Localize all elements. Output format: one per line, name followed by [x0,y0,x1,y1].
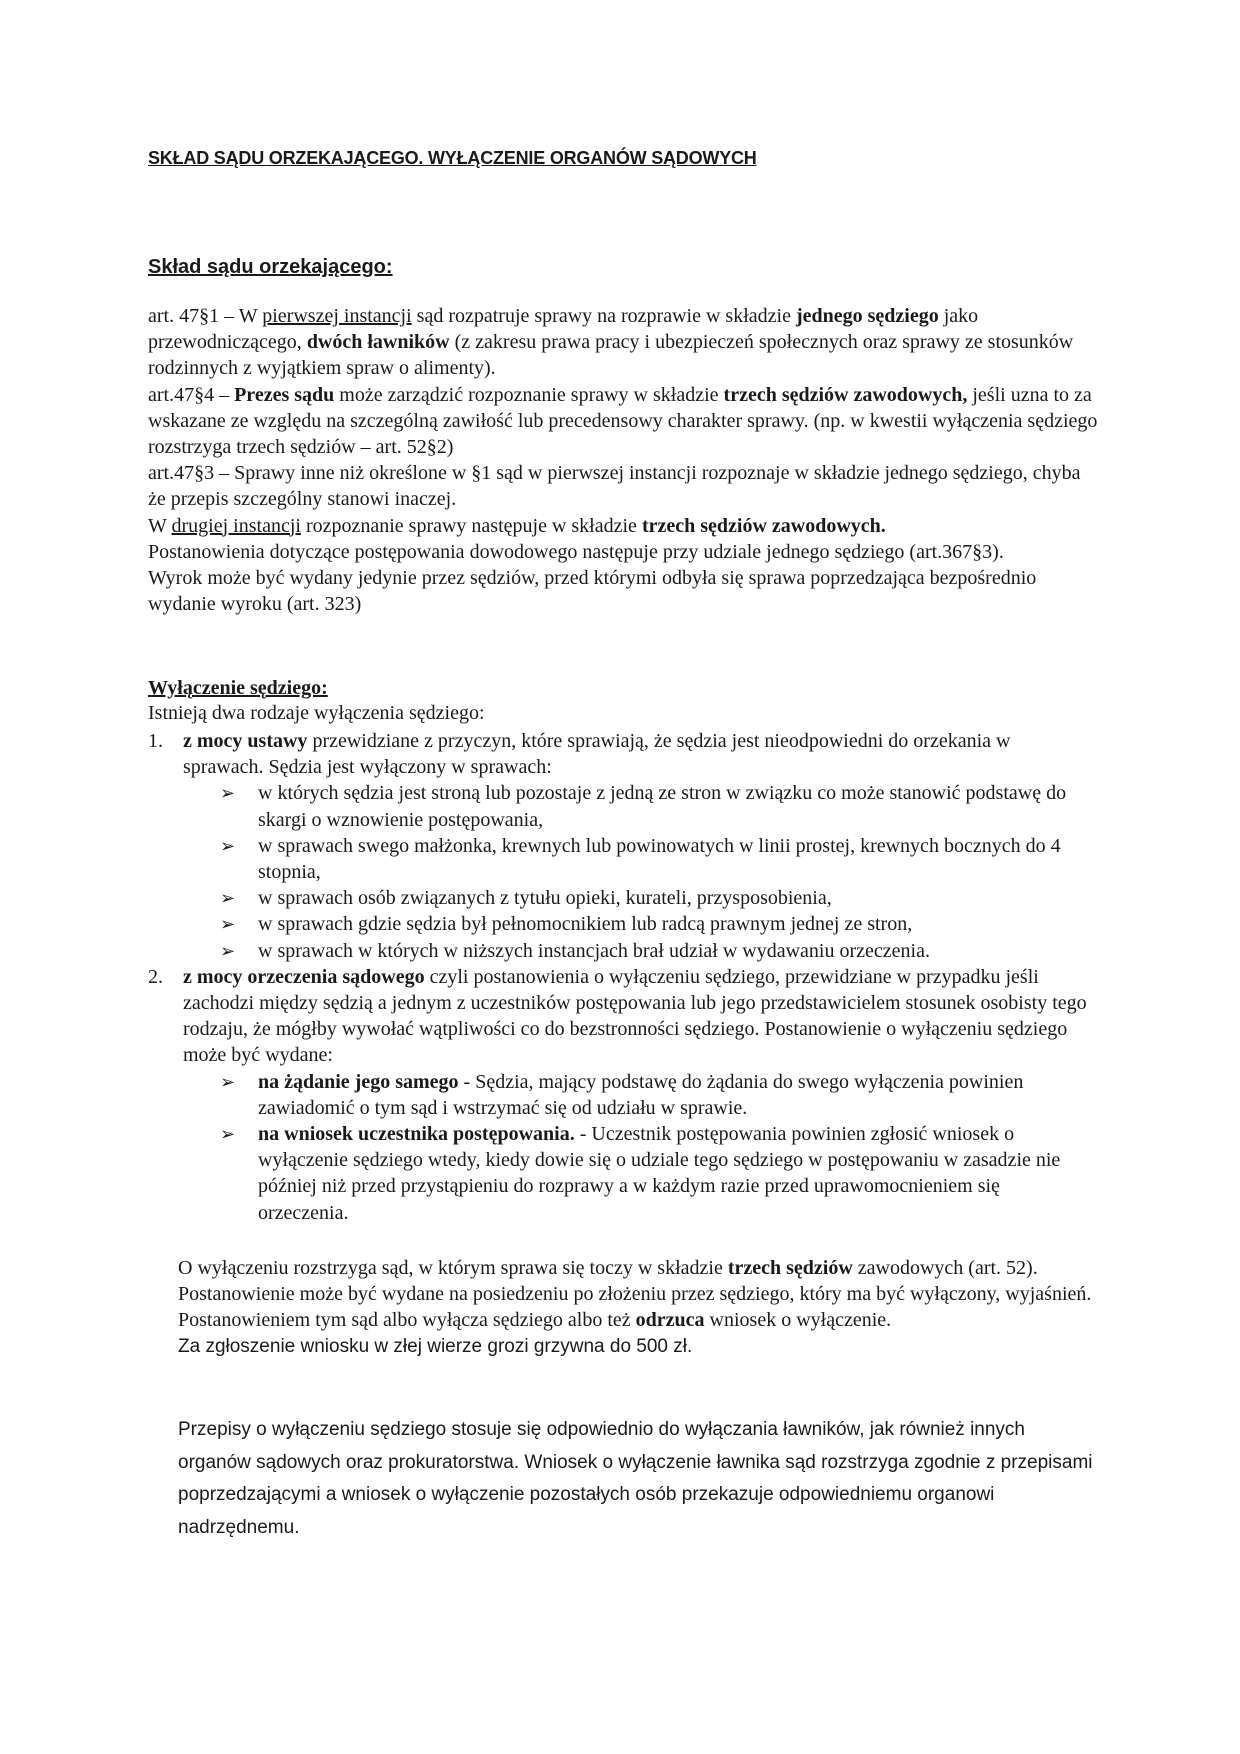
paragraph-who-decides: O wyłączeniu rozstrzyga sąd, w którym sprawa się toczy w składzie trzech sędziów zawodowych (art. 52). Postanowienie może być wydane na posiedzeniu po złożeniu przez sędziego, który ma być wyłączony, wyjaśnień. Postanowieniem tym sąd albo wyłącza sędziego albo też odrzuca wniosek o wyłączenie. [178,1257,1092,1332]
arrowhead-bullet-icon: ➢ [220,1124,236,1145]
list-item: ➢ na wniosek uczestnika postępowania. - Uczestnik postępowania powinien zgłosić wniosek o wyłączenie sędziego wtedy, kiedy dowie się o udziale tego sędziego w postępowaniu w zasadzie nie później niż przed przystąpieniu do rozprawy a w każdym razie przed uprawomocnieniem się orzeczenia. [220,1123,1061,1224]
list-item: ➢ w sprawach w których w niższych instancjach brał udział w wydawaniu orzeczenia. [220,938,1088,964]
statutory-exclusion-bullets [183,780,1088,963]
section-heading-exclusion: Wyłączenie sędziego: [148,677,328,699]
arrowhead-bullet-icon: ➢ [220,835,236,856]
list-item: ➢ w których sędzia jest stroną lub pozostaje z jedną ze stron w związku co może stanowić podstawę do skargi o wznowienie postępowania, [220,782,1067,831]
list-item: 2. z mocy orzeczenia sądowego czyli postanowienia o wyłączeniu sędziego, przewidziane w przypadku jeśli zachodzi między sędzią a jednym z uczestników postępowania lub jego przedstawicielem stosunek osobisty tego rodzaju, że mógłby wywołać wątpliwości co do bezstronności sędziego. Postanowienie o wyłączeniu sędziego może być wydane: ➢ na żądanie jego samego - Sędzia, mający podstawę do żądania do swego wyłączenia powinien zawiadomić o tym sąd i wstrzymać się od udziału w sprawie. ➢ na wniosek uczestnika postępowania. - Uczestnik postępowania powinien zgłosić wniosek o wyłączenie sędziego wtedy, kiedy dowie się o udziale tego sędziego w postępowaniu w zasadzie nie później niż przed przystąpieniu do rozprawy a w każdym razie przed uprawomocnieniem się orzeczenia. [148,964,1088,1226]
arrowhead-bullet-icon: ➢ [220,783,236,804]
arrowhead-bullet-icon: ➢ [220,1071,236,1092]
section-composition-body [148,303,1098,617]
closing-paragraphs [178,1255,1098,1360]
list-item: 1. z mocy ustawy przewidziane z przyczyn, które sprawiają, że sędzia jest nieodpowiedni do orzekania w sprawach. Sędzia jest wyłączony w sprawach: ➢ w których sędzia jest stroną lub pozostaje z jedną ze stron w związku co może stanowić podstawę do skargi o wznowienie postępowania, ➢ w sprawach swego małżonka, krewnych lub powinowatych w linii prostej, krewnych bocznych do 4 stopnia, ➢ w sprawach osób związanych z tytułu opieki, kurateli, przysposobienia, ➢ w sprawach gdzie sędzia był pełnomocnikiem lub radcą prawnym jednej ze stron, ➢ w sprawach w których w niższych instancjach brał udział w wydawaniu orzeczenia. [148,728,1088,964]
paragraph-art47-3: art.47§3 – Sprawy inne niż określone w §1 sąd w pierwszej instancji rozpoznaje w składzie jednego sędziego, chyba że przepis szczególny stanowi inaczej. [148,462,1081,511]
arrowhead-bullet-icon: ➢ [220,888,236,909]
list-item: ➢ w sprawach osób związanych z tytułu opieki, kurateli, przysposobienia, [220,885,1088,911]
arrowhead-bullet-icon: ➢ [220,940,236,961]
exclusion-intro: Istnieją dwa rodzaje wyłączenia sędziego: [148,702,485,724]
paragraph-second-instance: W drugiej instancji rozpoznanie sprawy następuje w składzie trzech sędziów zawodowych. [148,514,886,537]
court-order-exclusion-bullets [183,1069,1088,1226]
section-heading-composition: Skład sądu orzekającego: [148,256,393,278]
paragraph-fine: Za zgłoszenie wniosku w złej wierze grozi grzywna do 500 zł. [178,1335,693,1357]
list-item: ➢ na żądanie jego samego - Sędzia, mający podstawę do żądania do swego wyłączenia powinien zawiadomić o tym sąd i wstrzymać się od udziału w sprawie. [220,1070,1024,1119]
paragraph-art47-1: art. 47§1 – W pierwszej instancji sąd rozpatruje sprawy na rozprawie w składzie jednego sędziego jako przewodniczącego, dwóch ławników (z zakresu prawa pracy i ubezpieczeń społecznych oraz sprawy ze stosunków rodzinnych z wyjątkiem spraw o alimenty). [148,305,1074,380]
paragraph-lay-judges: Przepisy o wyłączeniu sędziego stosuje się odpowiednio do wyłączania ławników, jak również innych organów sądowych oraz prokuratorstwa. Wniosek o wyłączenie ławnika sąd rozstrzyga zgodnie z przepisami poprzedzającymi a wniosek o wyłączenie pozostałych osób przekazuje odpowiedniemu organowi nadrzędnemu. [178,1419,1093,1538]
document-title: SKŁAD SĄDU ORZEKAJĄCEGO. WYŁĄCZENIE ORGANÓW SĄDOWYCH [148,148,757,168]
arrowhead-bullet-icon: ➢ [220,914,236,935]
paragraph-art47-4: art.47§4 – Prezes sądu może zarządzić rozpoznanie sprawy w składzie trzech sędziów zawodowych, jeśli uzna to za wskazane ze względu na szczególną zawiłość lub precedensowy charakter sprawy. (np. w kwestii wyłączenia sędziego rozstrzyga trzech sędziów – art. 52§2) [148,383,1098,459]
paragraph-evidence: Postanowienia dotyczące postępowania dowodowego następuje przy udziale jednego sędziego (art.367§3). [148,540,1004,563]
list-item: ➢ w sprawach gdzie sędzia był pełnomocnikiem lub radcą prawnym jednej ze stron, [220,911,1088,937]
list-item: ➢ w sprawach swego małżonka, krewnych lub powinowatych w linii prostej, krewnych bocznych do 4 stopnia, [220,834,1061,884]
paragraph-verdict: Wyrok może być wydany jedynie przez sędziów, przed którymi odbyła się sprawa poprzedzająca bezpośrednio wydanie wyroku (art. 323) [148,567,1037,616]
exclusion-types-list [148,728,1088,1226]
